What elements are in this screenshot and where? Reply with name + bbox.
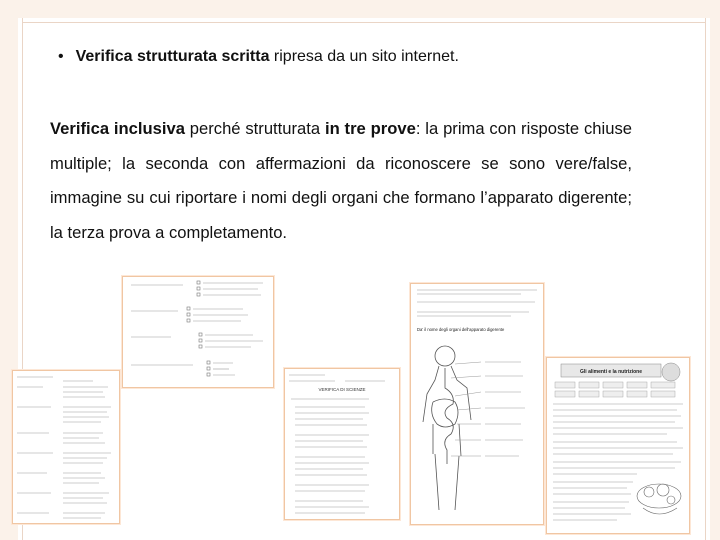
worksheet-badge-icon xyxy=(662,363,680,381)
bullet-dot-icon: • xyxy=(58,48,64,65)
para-bold-2: in tre prove xyxy=(324,119,416,138)
thumb-t4-heading: Da' il nome degli organi dell'apparato digerente xyxy=(417,327,505,332)
digestive-system-illustration xyxy=(423,346,471,510)
frame-rule-top xyxy=(22,22,706,23)
bullet-rest-text: ripresa da un sito internet. xyxy=(269,48,459,65)
worksheet-scan-image xyxy=(547,358,689,533)
worksheet-thumbnail-completion xyxy=(546,357,690,534)
thumb-t5-title: Gli alimenti e la nutrizione xyxy=(580,369,642,375)
worksheet-thumbnail-true-false xyxy=(284,368,400,520)
bullet-point xyxy=(58,48,459,66)
worksheet-scan-image xyxy=(411,284,543,524)
bullet-bold-text: Verifica strutturata scritta xyxy=(75,48,270,65)
worksheet-scan-image xyxy=(285,369,399,519)
para-bold-1: Verifica inclusiva xyxy=(50,119,185,138)
worksheet-thumbnail-questions xyxy=(12,370,120,524)
slide-frame-right xyxy=(710,0,720,540)
slide-frame-top xyxy=(0,0,720,18)
description-paragraph xyxy=(50,112,632,250)
para-text-1: perché strutturata xyxy=(184,119,325,138)
thumb-t3-title: VERIFICA DI SCIENZE xyxy=(318,387,366,392)
worksheet-thumbnail-digestive-system xyxy=(410,283,544,525)
worksheet-scan-image xyxy=(13,371,119,523)
worksheet-scan-image xyxy=(123,277,273,387)
frame-rule-right xyxy=(705,18,706,540)
food-illustration xyxy=(637,484,681,514)
worksheet-thumbnail-multiple-choice xyxy=(122,276,274,388)
para-text-2: : la prima con risposte chiuse multiple; la seconda con affermazioni da riconoscere se sono vere/false, immagine su cui riportare i nomi degli organi che formano l’apparato digerente; la terza prova a completamento. xyxy=(50,119,632,242)
